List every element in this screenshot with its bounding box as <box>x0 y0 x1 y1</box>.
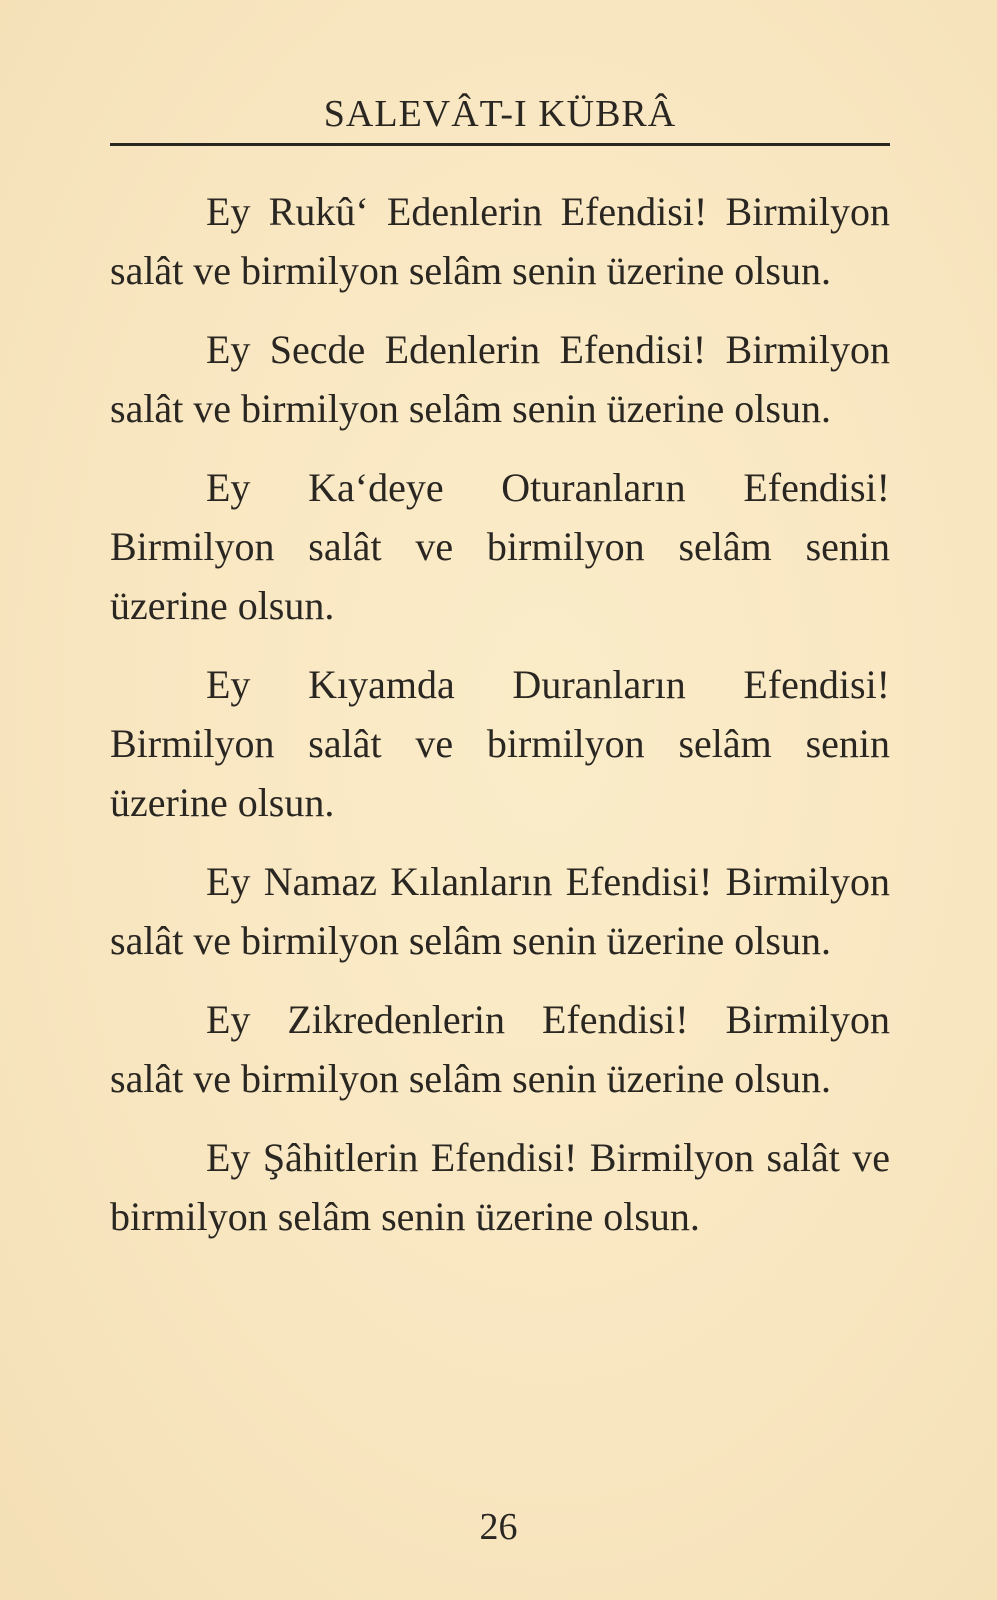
header-rule <box>110 143 890 146</box>
paragraph-kiyam: Ey Kıyamda Duranların Efendisi! Birmilyon salât ve birmilyon selâm senin üzerine olsun. <box>110 662 890 825</box>
page-body <box>110 182 890 1266</box>
paragraph-kade: Ey Ka‘deye Oturanların Efendisi! Birmilyon salât ve birmilyon selâm senin üzerine olsun. <box>110 465 890 628</box>
paragraph-namaz: Ey Namaz Kılanların Efendisi! Birmilyon salât ve birmilyon selâm senin üzerine olsun. <box>110 859 890 963</box>
paragraph-ruku: Ey Rukû‘ Edenlerin Efendisi! Birmilyon salât ve birmilyon selâm senin üzerine olsun. <box>110 189 890 293</box>
paragraph-sahit: Ey Şâhitlerin Efendisi! Birmilyon salât ve birmilyon selâm senin üzerine olsun. <box>110 1135 890 1239</box>
paragraph-zikir: Ey Zikredenlerin Efendisi! Birmilyon salât ve birmilyon selâm senin üzerine olsun. <box>110 997 890 1101</box>
paragraph-secde: Ey Secde Edenlerin Efendisi! Birmilyon salât ve birmilyon selâm senin üzerine olsun. <box>110 327 890 431</box>
running-header: SALEVÂT-I KÜBRÂ <box>323 93 677 135</box>
page-number: 26 <box>479 1506 518 1548</box>
